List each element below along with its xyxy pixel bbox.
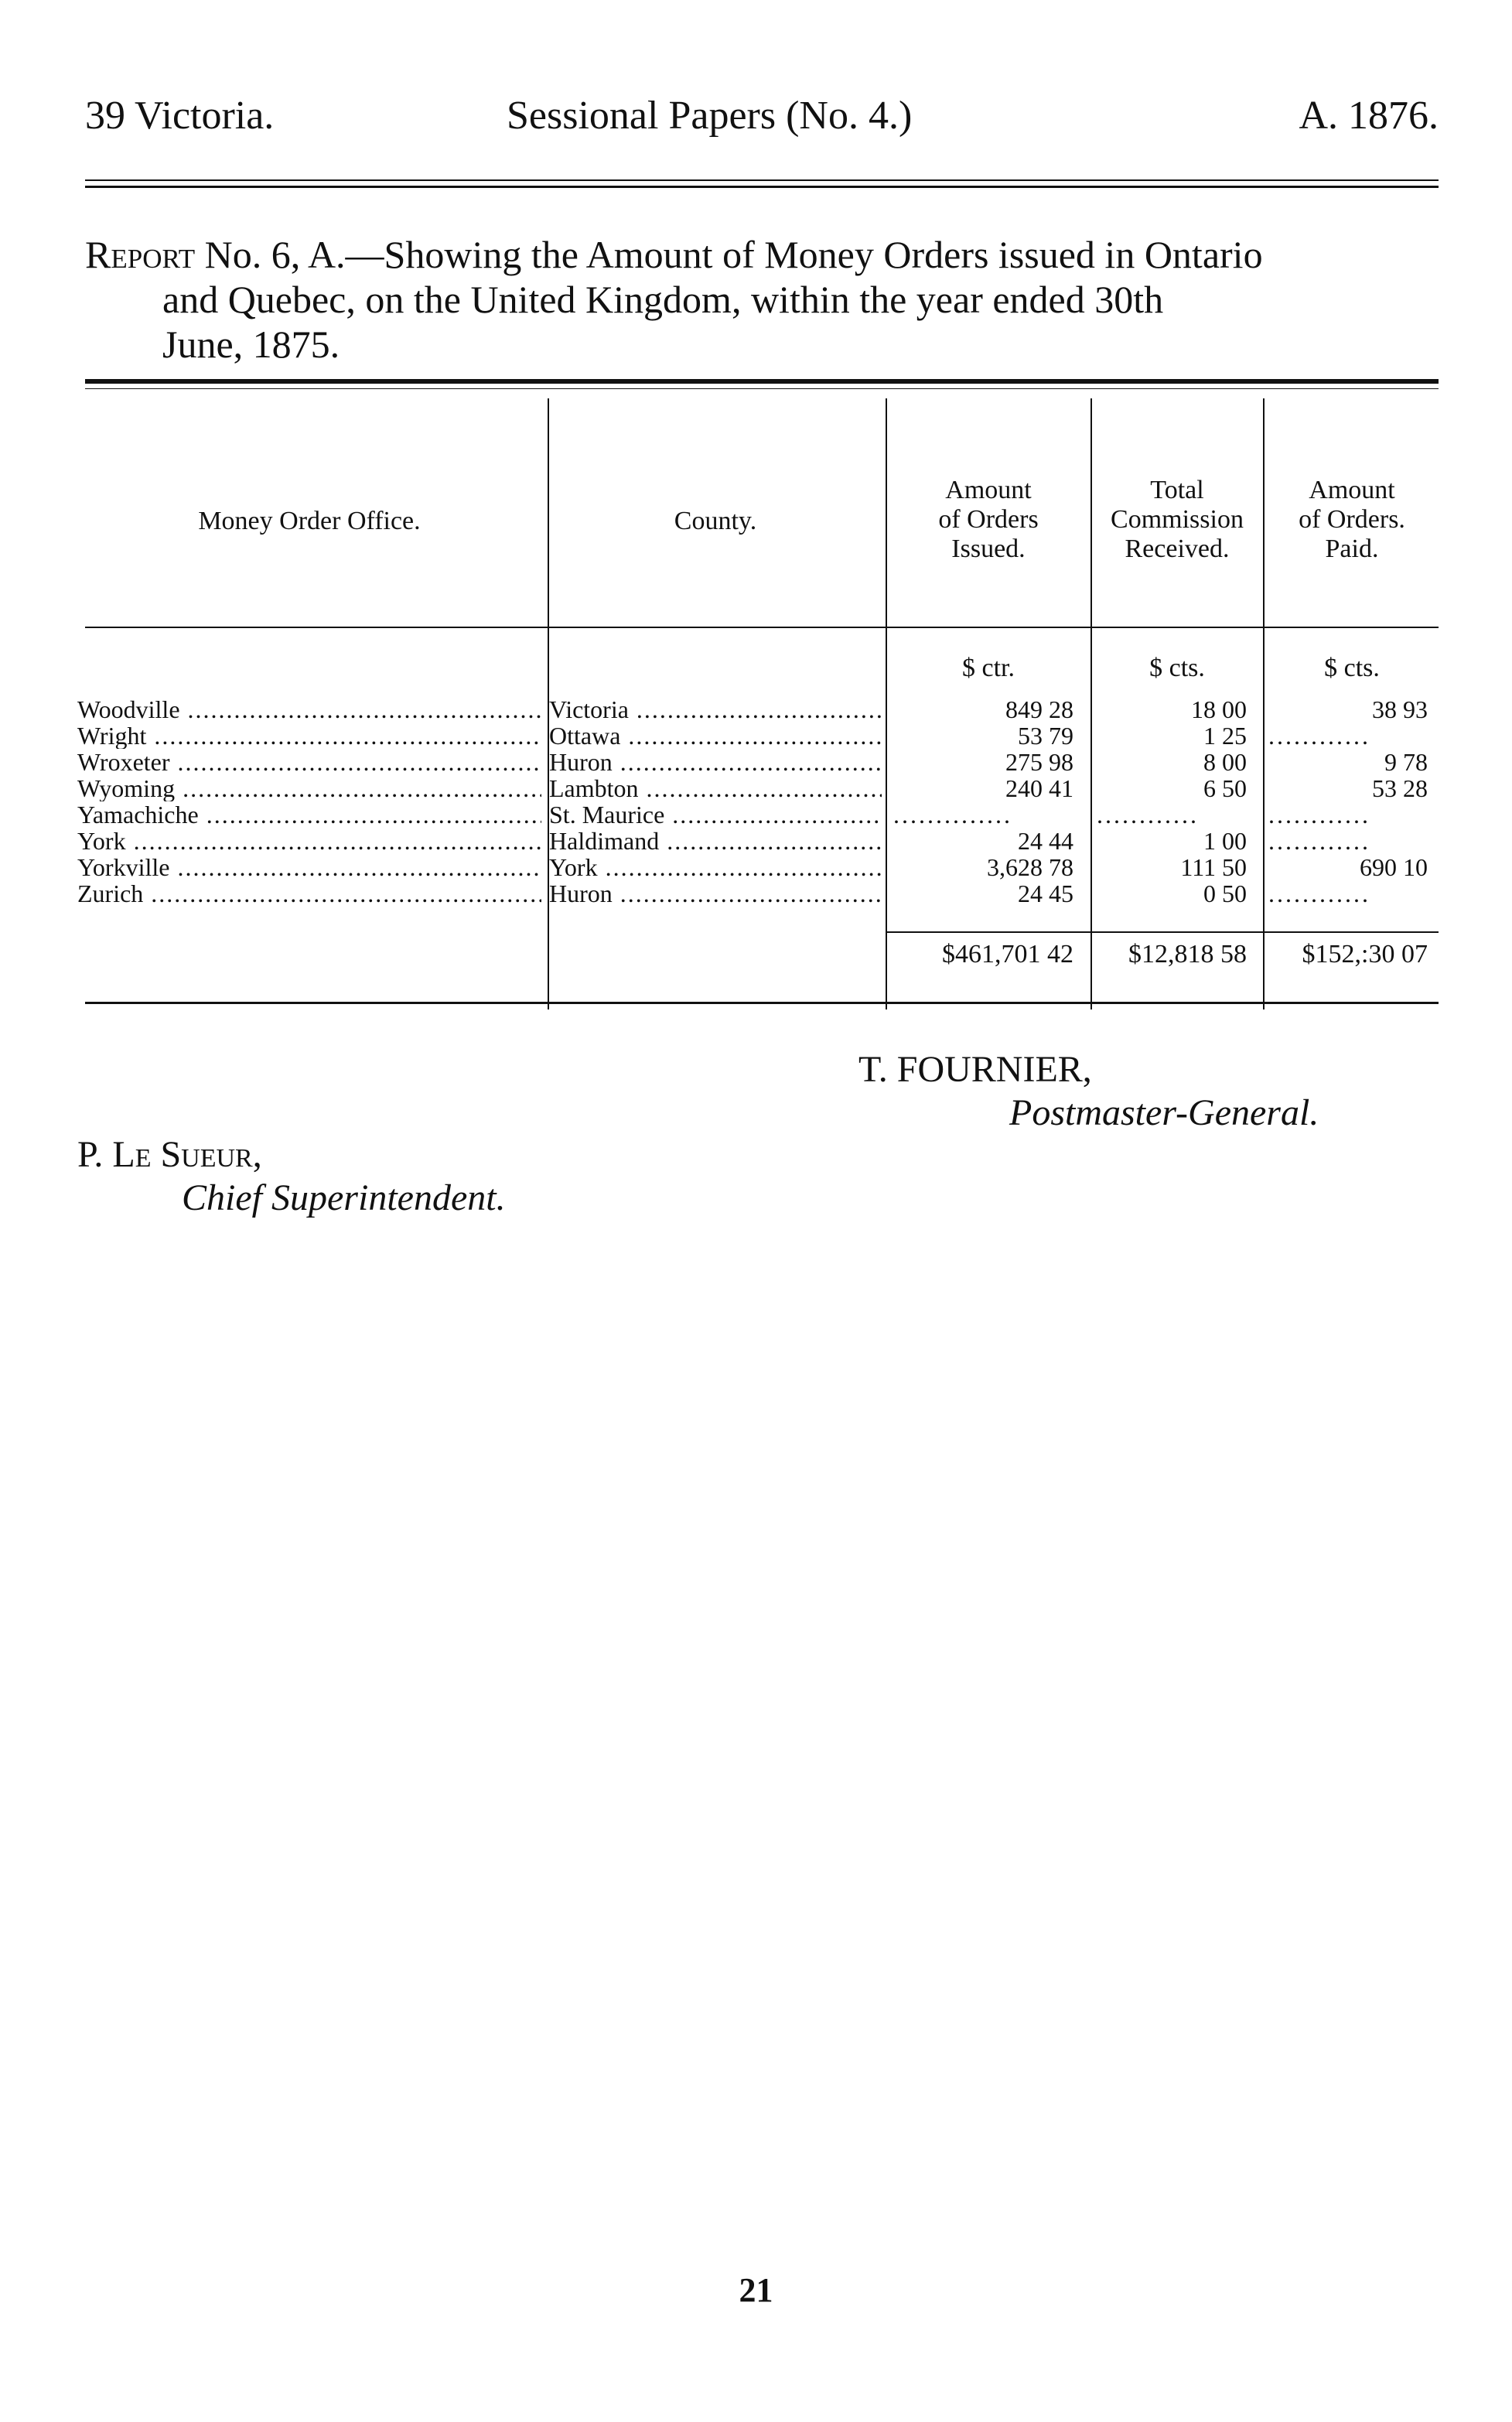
- header-issued: Amount of Orders Issued.: [938, 476, 1039, 563]
- paid-dots: ............: [1268, 801, 1370, 828]
- header-papers: Sessional Papers (No. 4.): [507, 94, 913, 138]
- total-paid: $152,:30 07: [1302, 940, 1428, 968]
- title-rule-thick: [85, 379, 1439, 384]
- paid-cell: 690 10: [1360, 854, 1428, 880]
- title-rule-thin: [85, 388, 1439, 389]
- county-cell: York .....: [549, 854, 882, 880]
- commission-dots: ............: [1097, 801, 1199, 828]
- money-orders-table: [77, 398, 1439, 1009]
- header-county: County.: [674, 507, 757, 535]
- header-office: Money Order Office.: [198, 507, 421, 535]
- office-cell: Wyoming .....: [77, 775, 541, 801]
- county-cell: Victoria .....: [549, 696, 882, 723]
- county-cell: Lambton .....: [549, 775, 882, 801]
- office-cell: Wright .....: [77, 723, 541, 749]
- postmaster-role: Postmaster-General.: [1009, 1092, 1319, 1133]
- totals-row: [77, 940, 1439, 971]
- header-rule-thin: [85, 179, 1439, 181]
- paid-cell: 53 28: [1372, 775, 1428, 801]
- report-title: [85, 232, 1439, 367]
- table-row: [77, 828, 1439, 854]
- commission-cell: 1 25: [1203, 723, 1247, 749]
- issued-dots: ..............: [893, 801, 1012, 828]
- superintendent-signature: [77, 1133, 506, 1220]
- total-commission: $12,818 58: [1128, 940, 1247, 968]
- office-cell: Zurich .....: [77, 880, 541, 907]
- total-issued: $461,701 42: [942, 940, 1073, 968]
- header-session: 39 Victoria.: [85, 94, 275, 138]
- county-cell: Haldimand .....: [549, 828, 882, 854]
- units-issued: $ ctr.: [962, 654, 1015, 682]
- table-bottom-rule: [85, 1002, 1439, 1004]
- table-row: [77, 801, 1439, 828]
- page-number: 21: [739, 2271, 773, 2309]
- commission-cell: 1 00: [1203, 828, 1247, 854]
- issued-cell: 24 44: [1018, 828, 1073, 854]
- report-label: Report: [85, 233, 196, 276]
- table-row: [77, 696, 1439, 723]
- commission-cell: 111 50: [1180, 854, 1247, 880]
- office-cell: Woodville .....: [77, 696, 541, 723]
- county-cell: Huron .....: [549, 880, 882, 907]
- commission-cell: 6 50: [1203, 775, 1247, 801]
- table-row: [77, 749, 1439, 775]
- header-year: A. 1876.: [1299, 94, 1439, 138]
- title-line-3: June, 1875.: [162, 323, 340, 366]
- units-commission: $ cts.: [1149, 654, 1205, 682]
- table-row: [77, 775, 1439, 801]
- commission-cell: 0 50: [1203, 880, 1247, 907]
- title-line-1: No. 6, A.—Showing the Amount of Money Orders issued in Ontario: [204, 233, 1263, 276]
- issued-cell: 3,628 78: [987, 854, 1073, 880]
- units-paid: $ cts.: [1324, 654, 1380, 682]
- paid-cell: 9 78: [1384, 749, 1428, 775]
- postmaster-signature: [858, 1048, 1319, 1135]
- table-row: [77, 723, 1439, 749]
- issued-cell: 849 28: [1005, 696, 1073, 723]
- header-rule-thick: [85, 186, 1439, 188]
- issued-cell: 275 98: [1005, 749, 1073, 775]
- paid-dots: ............: [1268, 880, 1370, 907]
- running-header: [85, 93, 1439, 147]
- header-bottom-rule: [85, 627, 1439, 628]
- superintendent-role: Chief Superintendent.: [182, 1177, 506, 1218]
- paid-dots: ............: [1268, 723, 1370, 749]
- paid-cell: 38 93: [1372, 696, 1428, 723]
- office-cell: Yorkville .....: [77, 854, 541, 880]
- issued-cell: 240 41: [1005, 775, 1073, 801]
- superintendent-name: P. Le Sueur,: [77, 1134, 262, 1175]
- county-cell: Ottawa .....: [549, 723, 882, 749]
- paid-dots: ............: [1268, 828, 1370, 854]
- header-commission: Total Commission Received.: [1111, 476, 1244, 563]
- office-cell: Wroxeter .....: [77, 749, 541, 775]
- commission-cell: 18 00: [1191, 696, 1247, 723]
- totals-rule: [886, 931, 1439, 933]
- postmaster-name: T. FOURNIER,: [858, 1049, 1092, 1090]
- header-paid: Amount of Orders. Paid.: [1299, 476, 1405, 563]
- commission-cell: 8 00: [1203, 749, 1247, 775]
- county-cell: St. Maurice .....: [549, 801, 882, 828]
- office-cell: Yamachiche .....: [77, 801, 541, 828]
- table-row: [77, 854, 1439, 880]
- table-row: [77, 880, 1439, 907]
- title-line-2: and Quebec, on the United Kingdom, within the year ended 30th: [162, 278, 1164, 321]
- issued-cell: 53 79: [1018, 723, 1073, 749]
- office-cell: York .....: [77, 828, 541, 854]
- county-cell: Huron .....: [549, 749, 882, 775]
- issued-cell: 24 45: [1018, 880, 1073, 907]
